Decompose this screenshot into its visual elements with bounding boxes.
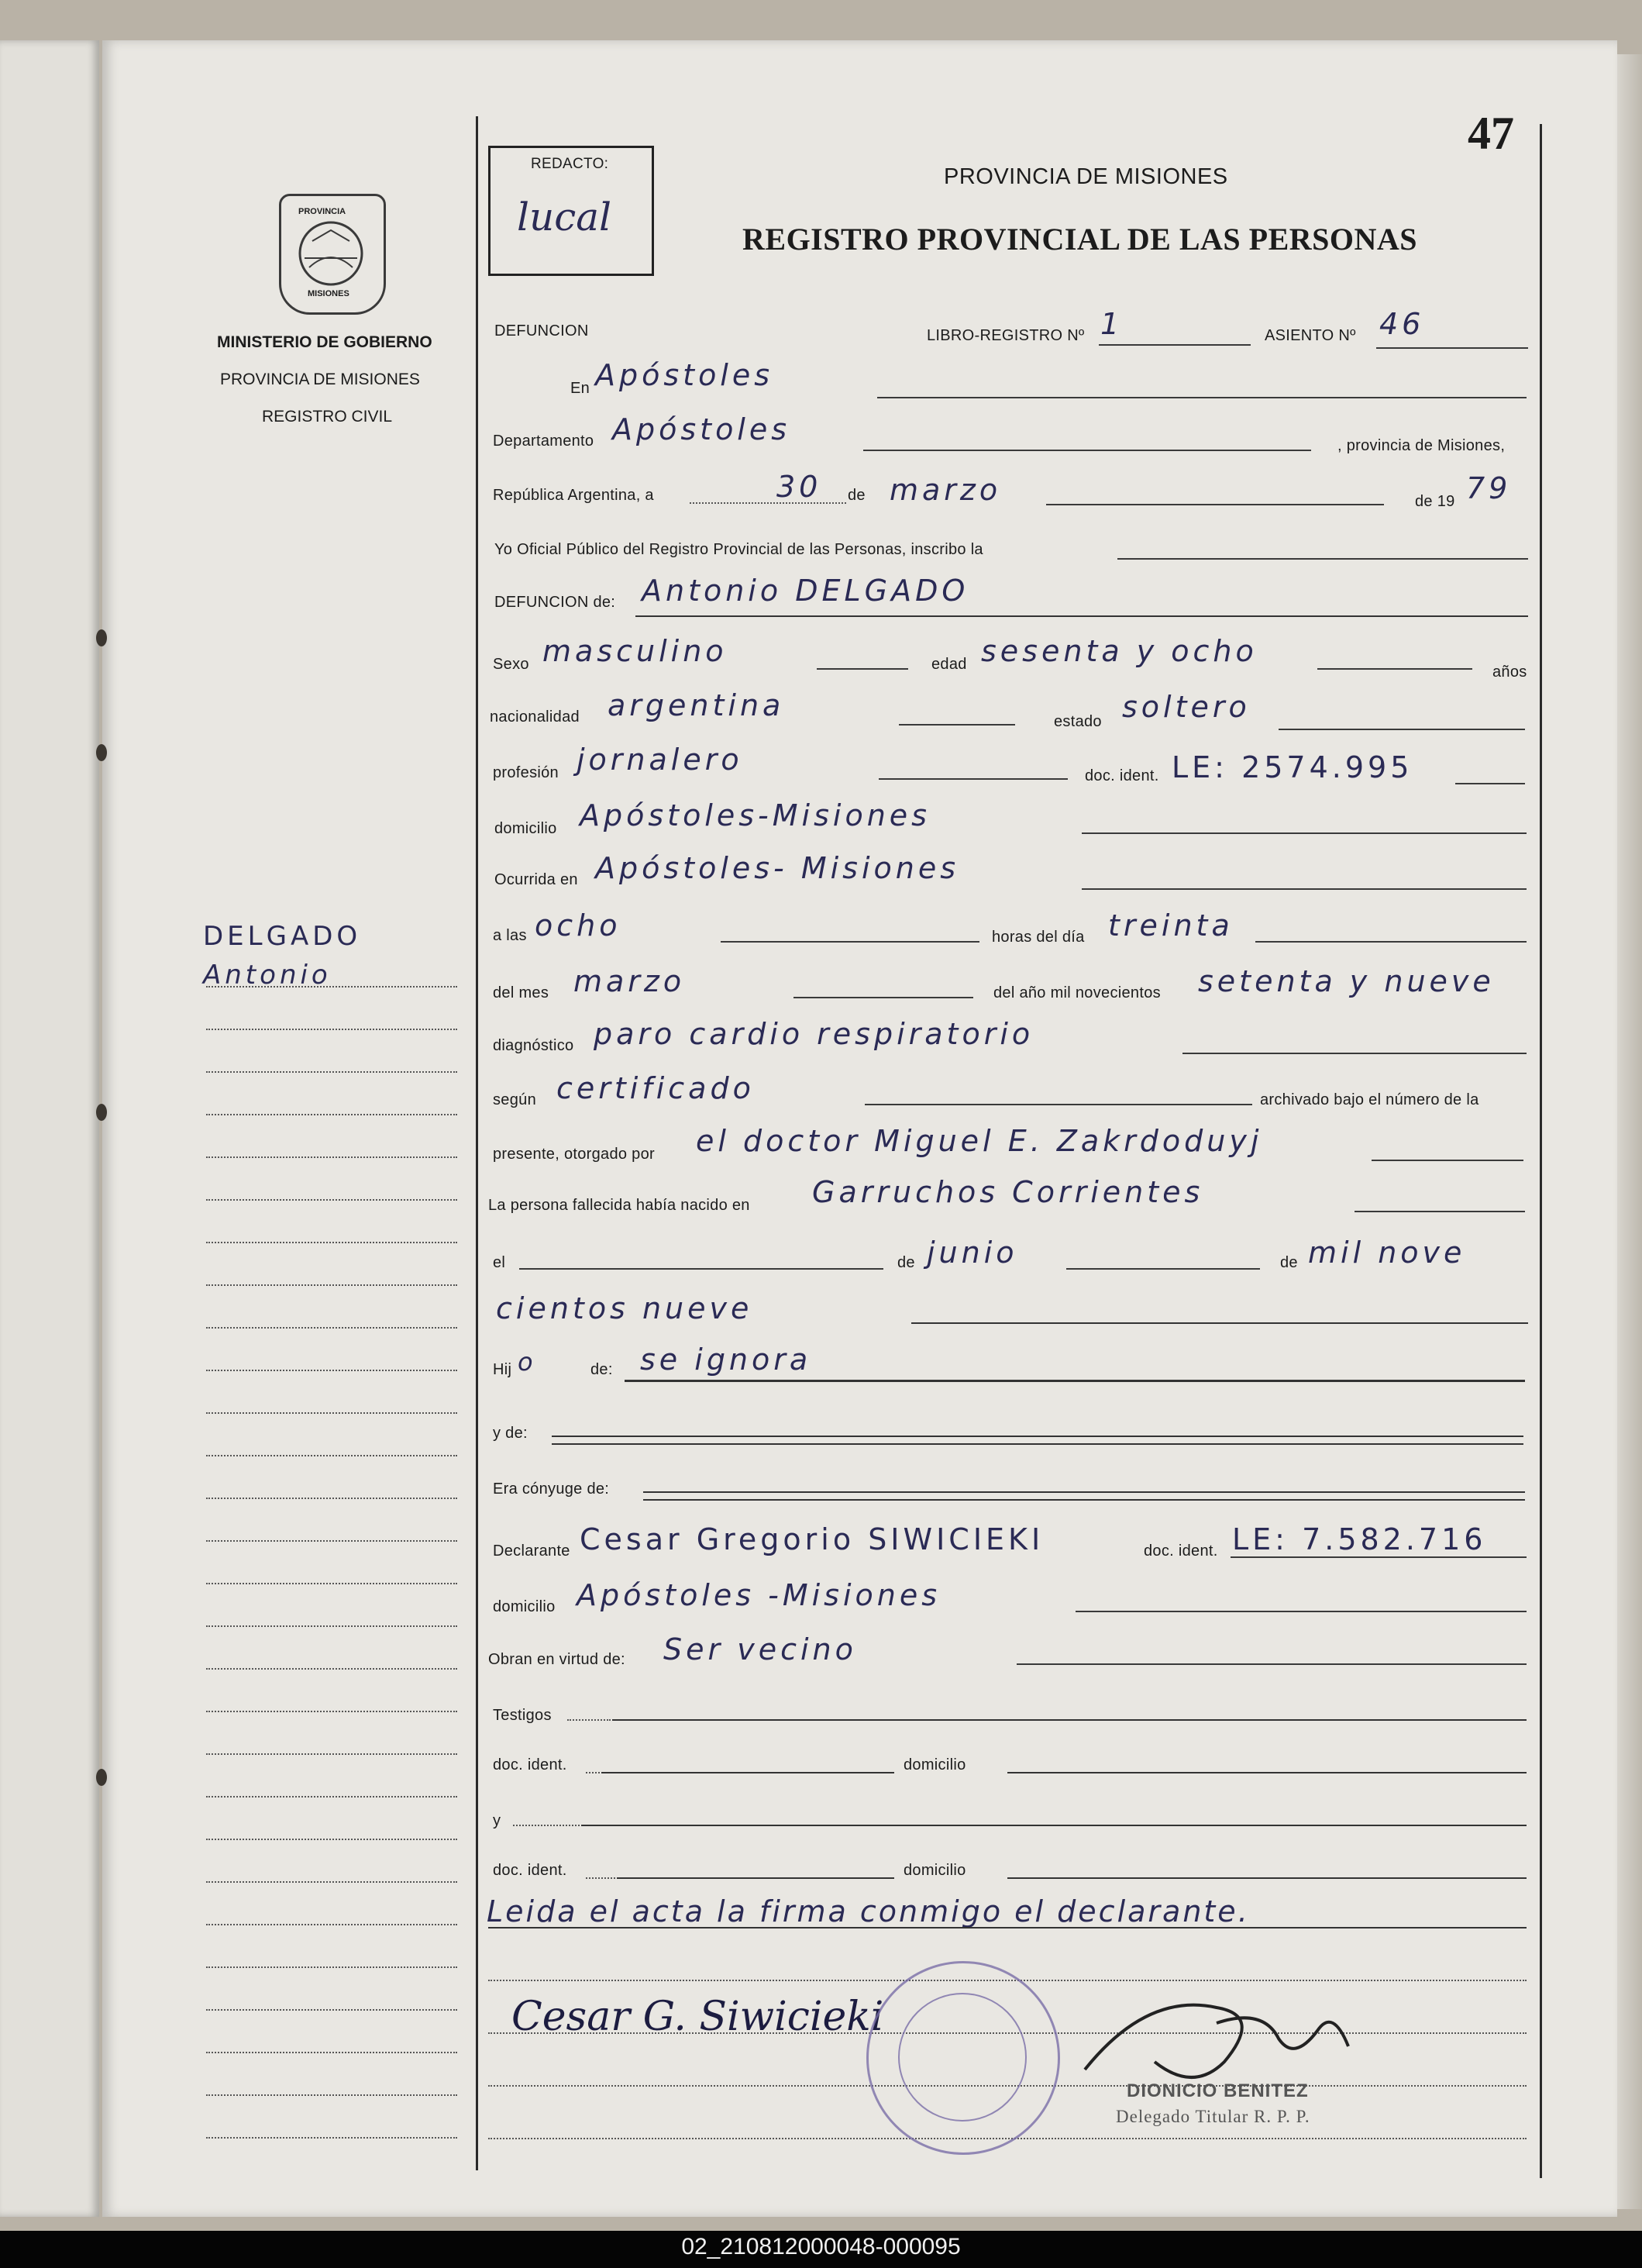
edad-line bbox=[1317, 668, 1472, 670]
horas-label: horas del día bbox=[992, 929, 1085, 946]
sidebar-registry: REGISTRO CIVIL bbox=[262, 408, 393, 426]
nacido-value: Garruchos Corrientes bbox=[812, 1175, 1204, 1209]
declarante-dom-line bbox=[1076, 1611, 1527, 1612]
domicilio2-line bbox=[1007, 1877, 1527, 1879]
domicilio-line bbox=[1082, 832, 1527, 834]
redacto-signature: lucal bbox=[517, 195, 611, 240]
archivado-label: archivado bajo el número de la bbox=[1260, 1091, 1479, 1108]
sidebar-dotted-line bbox=[206, 1668, 457, 1670]
sidebar-dotted-line bbox=[206, 1284, 457, 1286]
nac-mes-line bbox=[1066, 1268, 1260, 1270]
de-label: de bbox=[848, 487, 866, 504]
official-signature-icon bbox=[1062, 1977, 1387, 2093]
domicilio-label: domicilio bbox=[494, 820, 557, 837]
hijo-de-label: de: bbox=[590, 1361, 613, 1378]
presente-label: presente, otorgado por bbox=[493, 1146, 655, 1163]
declarant-signature: Cesar G. Siwicieki bbox=[511, 1994, 884, 2040]
coat-of-arms-emblem bbox=[279, 194, 386, 315]
alas-line bbox=[721, 941, 979, 943]
closing-text: Leida el acta la firma conmigo el declarante. bbox=[487, 1894, 1250, 1928]
nacido-label: La persona fallecida había nacido en bbox=[488, 1197, 750, 1214]
docident2-line bbox=[617, 1877, 894, 1879]
sidebar-dotted-line bbox=[206, 1540, 457, 1542]
anomil-value: setenta y nueve bbox=[1198, 964, 1495, 998]
doc-value: LE: 2574.995 bbox=[1172, 750, 1413, 784]
margin-surname: DELGADO bbox=[203, 921, 362, 952]
obran-label: Obran en virtud de: bbox=[488, 1651, 625, 1668]
doc-label: doc. ident. bbox=[1085, 767, 1159, 784]
margin-given-name: Antonio bbox=[203, 960, 332, 991]
year-prefix-label: de 19 bbox=[1415, 493, 1455, 510]
sidebar-dotted-line bbox=[206, 1412, 457, 1414]
form-type-label: DEFUNCION bbox=[494, 322, 589, 340]
sidebar-dotted-line bbox=[206, 1199, 457, 1201]
provincia-label: , provincia de Misiones, bbox=[1337, 437, 1506, 454]
nacionalidad-line bbox=[899, 724, 1015, 726]
domicilio1-line bbox=[1007, 1772, 1527, 1773]
nac-mes-value: junio bbox=[927, 1236, 1018, 1270]
republica-label: República Argentina, a bbox=[493, 487, 654, 504]
defuncion-de-value: Antonio DELGADO bbox=[642, 574, 969, 608]
edad-label: edad bbox=[931, 656, 967, 673]
left-page bbox=[0, 40, 99, 2217]
declarante-dom-value: Apóstoles -Misiones bbox=[577, 1578, 941, 1612]
y-line bbox=[581, 1825, 1527, 1826]
mes-value: marzo bbox=[890, 473, 1002, 507]
nac-anio-line bbox=[911, 1322, 1528, 1324]
official-title: Delegado Titular R. P. P. bbox=[1116, 2107, 1310, 2126]
segun-value: certificado bbox=[556, 1071, 755, 1105]
declarante-doc-value: LE: 7.582.716 bbox=[1232, 1522, 1487, 1556]
hijo-line bbox=[625, 1380, 1525, 1382]
sexo-value: masculino bbox=[542, 634, 728, 668]
anomil-label: del año mil novecientos bbox=[993, 984, 1161, 1001]
de3-label: de bbox=[1280, 1254, 1298, 1271]
header-registry: REGISTRO PROVINCIAL DE LAS PERSONAS bbox=[742, 222, 1418, 257]
nacionalidad-value: argentina bbox=[608, 688, 785, 722]
docident1-line bbox=[601, 1772, 894, 1773]
sidebar-dotted-line bbox=[206, 1242, 457, 1243]
sidebar-dotted-line bbox=[206, 1711, 457, 1712]
sidebar-dotted-line bbox=[206, 1071, 457, 1073]
defuncion-de-label: DEFUNCION de: bbox=[494, 594, 616, 611]
defuncion-line bbox=[635, 615, 1528, 617]
conyuge-label: Era cónyuge de: bbox=[493, 1480, 610, 1498]
asiento-label: ASIENTO Nº bbox=[1265, 327, 1356, 344]
emblem-text-bottom: MISIONES bbox=[308, 289, 349, 298]
yde-line-1 bbox=[552, 1436, 1523, 1437]
sidebar-dotted-line bbox=[206, 1029, 457, 1030]
sidebar-dotted-line bbox=[206, 2052, 457, 2053]
en-line bbox=[877, 397, 1527, 398]
segun-line bbox=[865, 1104, 1252, 1105]
segun-label: según bbox=[493, 1091, 536, 1108]
sidebar-dotted-line bbox=[206, 1583, 457, 1584]
de2-label: de bbox=[897, 1254, 915, 1271]
sexo-label: Sexo bbox=[493, 656, 529, 673]
diagnostico-label: diagnóstico bbox=[493, 1037, 574, 1054]
sidebar-dotted-line bbox=[206, 1839, 457, 1840]
sidebar-dotted-line bbox=[206, 1966, 457, 1968]
asiento-value: 46 bbox=[1379, 307, 1425, 341]
official-seal-stamp bbox=[866, 1961, 1060, 2155]
mes-line bbox=[1046, 504, 1384, 505]
footer-filename: 02_210812000048-000095 bbox=[681, 2234, 961, 2259]
binding-hole bbox=[96, 744, 107, 761]
nac-anio-cont: cientos nueve bbox=[496, 1291, 753, 1325]
page-number: 47 bbox=[1468, 108, 1514, 159]
sidebar-dotted-line bbox=[206, 1498, 457, 1499]
testigos-line bbox=[612, 1719, 1527, 1721]
profesion-value: jornalero bbox=[577, 743, 743, 777]
header-province: PROVINCIA DE MISIONES bbox=[944, 164, 1228, 189]
sidebar-dotted-line bbox=[206, 1625, 457, 1627]
docident1-dots bbox=[586, 1772, 600, 1773]
left-frame-line bbox=[476, 116, 478, 2170]
horas-line bbox=[1255, 941, 1527, 943]
departamento-value: Apóstoles bbox=[612, 412, 791, 446]
libro-line bbox=[1099, 344, 1251, 346]
en-label: En bbox=[570, 380, 590, 397]
domicilio1-label: domicilio bbox=[904, 1756, 966, 1773]
hijo-suffix: o bbox=[518, 1347, 537, 1377]
obran-value: Ser vecino bbox=[663, 1632, 857, 1667]
nacido-line bbox=[1355, 1211, 1525, 1212]
nacionalidad-label: nacionalidad bbox=[490, 708, 580, 726]
estado-value: soltero bbox=[1122, 690, 1251, 724]
sidebar-dotted-line bbox=[206, 1796, 457, 1798]
sidebar-dotted-line bbox=[206, 1753, 457, 1755]
yde-label: y de: bbox=[493, 1425, 528, 1442]
docident1-label: doc. ident. bbox=[493, 1756, 567, 1773]
oficial-text: Yo Oficial Público del Registro Provincial de las Personas, inscribo la bbox=[494, 541, 983, 558]
hijo-label: Hij bbox=[493, 1361, 512, 1378]
el-line bbox=[519, 1268, 883, 1270]
ocurrida-value: Apóstoles- Misiones bbox=[595, 851, 960, 885]
yde-line-2 bbox=[552, 1443, 1523, 1445]
oficial-line bbox=[1117, 558, 1528, 560]
declarante-doc-label: doc. ident. bbox=[1144, 1542, 1218, 1560]
asiento-line bbox=[1376, 347, 1528, 349]
departamento-line bbox=[863, 450, 1311, 451]
en-value: Apóstoles bbox=[595, 358, 774, 392]
testigos-label: Testigos bbox=[493, 1707, 552, 1724]
sidebar-dotted-line bbox=[206, 2094, 457, 2096]
estado-label: estado bbox=[1054, 713, 1102, 730]
sexo-line bbox=[817, 668, 908, 670]
year-value: 79 bbox=[1466, 471, 1512, 505]
profesion-label: profesión bbox=[493, 764, 559, 781]
binding-hole bbox=[96, 1769, 107, 1786]
official-name: DIONICIO BENITEZ bbox=[1127, 2080, 1309, 2101]
hijo-value: se ignora bbox=[640, 1343, 812, 1377]
presente-line bbox=[1372, 1160, 1523, 1161]
republica-dots bbox=[690, 502, 846, 504]
right-frame-line bbox=[1540, 124, 1542, 2178]
page-stack-edge bbox=[1617, 54, 1642, 2209]
sidebar-dotted-line bbox=[206, 1370, 457, 1371]
anos-label: años bbox=[1492, 664, 1527, 681]
profesion-line bbox=[879, 778, 1068, 780]
alas-value: ocho bbox=[535, 908, 621, 943]
binding-hole bbox=[96, 629, 107, 646]
obran-line bbox=[1017, 1663, 1527, 1665]
sidebar-dotted-line bbox=[206, 1455, 457, 1456]
dia-letras-value: treinta bbox=[1108, 908, 1234, 943]
ocurrida-line bbox=[1082, 888, 1527, 890]
docident2-label: doc. ident. bbox=[493, 1862, 567, 1879]
sidebar-province: PROVINCIA DE MISIONES bbox=[220, 371, 420, 388]
sidebar-dotted-line bbox=[206, 2009, 457, 2011]
sidebar-dotted-line bbox=[206, 2137, 457, 2139]
declarante-value: Cesar Gregorio SIWICIEKI bbox=[580, 1522, 1045, 1556]
testigos-dots bbox=[567, 1719, 611, 1721]
declarante-label: Declarante bbox=[493, 1542, 570, 1560]
doc-line bbox=[1455, 783, 1525, 784]
domicilio-value: Apóstoles-Misiones bbox=[580, 798, 931, 832]
y-dots bbox=[513, 1825, 580, 1826]
edad-value: sesenta y ocho bbox=[981, 634, 1258, 668]
sidebar-dotted-line bbox=[206, 1156, 457, 1158]
closing-line bbox=[488, 1927, 1527, 1928]
binding-hole bbox=[96, 1104, 107, 1121]
libro-label: LIBRO-REGISTRO Nº bbox=[927, 327, 1085, 344]
docident2-dots bbox=[586, 1877, 615, 1879]
redacto-label: REDACTO: bbox=[531, 156, 609, 172]
diagnostico-line bbox=[1182, 1053, 1527, 1054]
delmes-label: del mes bbox=[493, 984, 549, 1001]
delmes-line bbox=[793, 997, 973, 998]
declarante-dom-label: domicilio bbox=[493, 1598, 556, 1615]
el-label: el bbox=[493, 1254, 506, 1271]
sidebar-dotted-line bbox=[206, 1881, 457, 1883]
sidebar-dotted-line bbox=[206, 1114, 457, 1115]
domicilio2-label: domicilio bbox=[904, 1862, 966, 1879]
y-label: y bbox=[493, 1812, 501, 1829]
sidebar-dotted-line bbox=[206, 986, 457, 988]
estado-line bbox=[1279, 729, 1525, 730]
declarante-doc-line bbox=[1231, 1556, 1527, 1558]
diagnostico-value: paro cardio respiratorio bbox=[594, 1017, 1034, 1051]
dia-value: 30 bbox=[776, 470, 822, 504]
sidebar-dotted-line bbox=[206, 1924, 457, 1925]
nac-anio-value: mil nove bbox=[1308, 1236, 1466, 1270]
ocurrida-label: Ocurrida en bbox=[494, 871, 578, 888]
emblem-text-top: PROVINCIA bbox=[298, 207, 346, 216]
alas-label: a las bbox=[493, 927, 527, 944]
libro-value: 1 bbox=[1100, 307, 1124, 341]
departamento-label: Departamento bbox=[493, 433, 594, 450]
presente-value: el doctor Miguel E. Zakrdoduyj bbox=[696, 1124, 1263, 1158]
sidebar-dotted-line bbox=[206, 1327, 457, 1329]
sidebar-ministry: MINISTERIO DE GOBIERNO bbox=[217, 333, 432, 351]
conyuge-line-2 bbox=[643, 1499, 1525, 1501]
conyuge-line-1 bbox=[643, 1491, 1525, 1493]
redacto-box bbox=[488, 146, 654, 276]
delmes-value: marzo bbox=[573, 964, 686, 998]
